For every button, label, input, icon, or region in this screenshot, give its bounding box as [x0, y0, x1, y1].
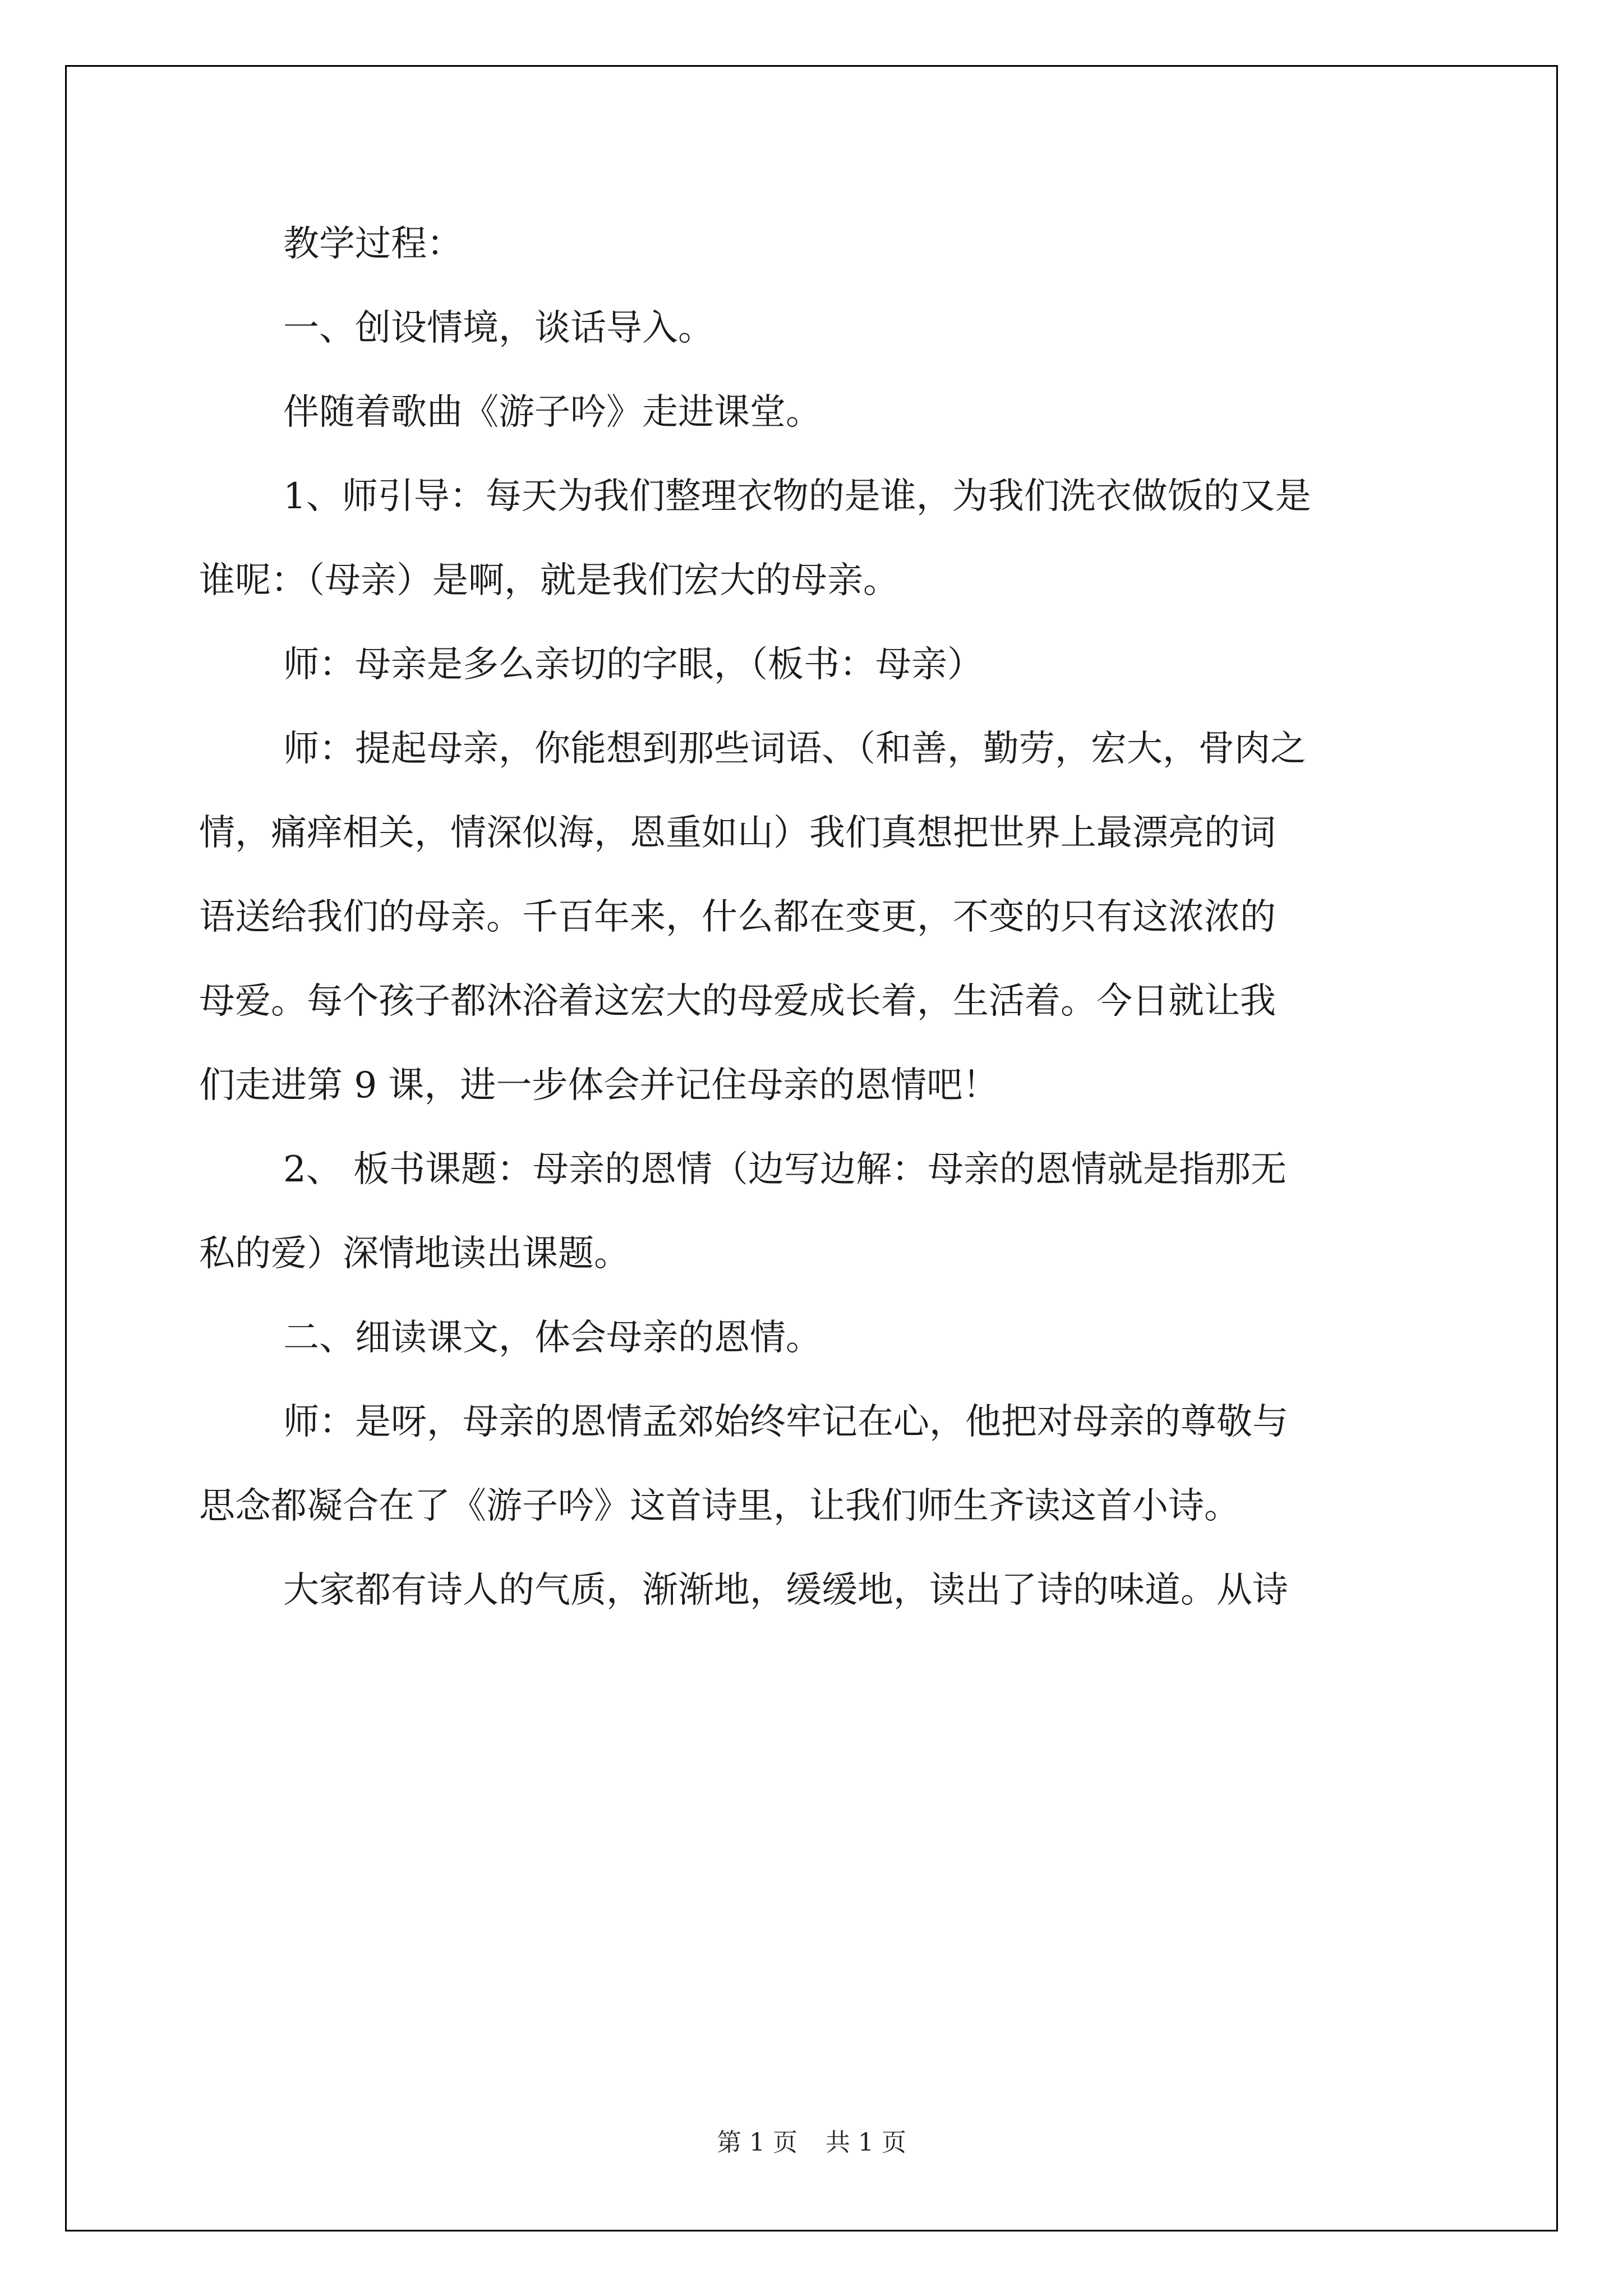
- text-line: 私的爱）深情地读出课题。: [199, 1233, 630, 1274]
- paragraph: [199, 370, 1433, 454]
- text-line: 母爱。每个孩子都沐浴着这宏大的母爱成长着，生活着。今日就让我: [199, 981, 1276, 1022]
- text-line: 1、师引导：每天为我们整理衣物的是谁，为我们洗衣做饭的又是: [283, 476, 1311, 517]
- text-line: 思念都凝合在了《游子吟》这首诗里，让我们师生齐读这首小诗。: [199, 1485, 1240, 1527]
- text-line: 伴随着歌曲《游子吟》走进课堂。: [283, 392, 822, 433]
- text-line: 语送给我们的母亲。千百年来，什么都在变更，不变的只有这浓浓的: [199, 896, 1276, 938]
- paragraph: [199, 1380, 1433, 1548]
- text-line: 师：母亲是多么亲切的字眼，（板书：母亲）: [283, 644, 983, 685]
- section-heading: [199, 1296, 1433, 1380]
- page-footer: [0, 2126, 1623, 2160]
- text-line: 师：是呀，母亲的恩情孟郊始终牢记在心，他把对母亲的尊敬与: [283, 1401, 1288, 1443]
- paragraph: [199, 1128, 1433, 1296]
- paragraph: [199, 707, 1433, 1128]
- text-line: 师：提起母亲，你能想到那些词语、（和善，勤劳，宏大，骨肉之: [283, 728, 1306, 770]
- paragraph: [199, 1548, 1433, 1632]
- text-line: 谁呢：（母亲）是啊，就是我们宏大的母亲。: [199, 560, 899, 601]
- text-line: 们走进第 9 课，进一步体会并记住母亲的恩情吧！: [199, 1065, 999, 1106]
- text-line: 2、 板书课题：母亲的恩情（边写边解：母亲的恩情就是指那无: [283, 1149, 1287, 1190]
- text-line: 大家都有诗人的气质，渐渐地，缓缓地，读出了诗的味道。从诗: [283, 1570, 1288, 1611]
- paragraph: [199, 454, 1433, 623]
- document-body: [199, 202, 1433, 1632]
- text-line: 一、创设情境，谈话导入。: [283, 307, 714, 349]
- paragraph: [199, 202, 1433, 286]
- page-number: 第 1 页: [717, 2128, 797, 2157]
- text-line: 教学过程：: [283, 223, 463, 265]
- paragraph: [199, 623, 1433, 707]
- text-line: 二、细读课文，体会母亲的恩情。: [283, 1317, 822, 1359]
- section-heading: [199, 286, 1433, 370]
- text-line: 情，痛痒相关，情深似海，恩重如山）我们真想把世界上最漂亮的词: [199, 812, 1276, 854]
- page-total: 共 1 页: [826, 2128, 906, 2157]
